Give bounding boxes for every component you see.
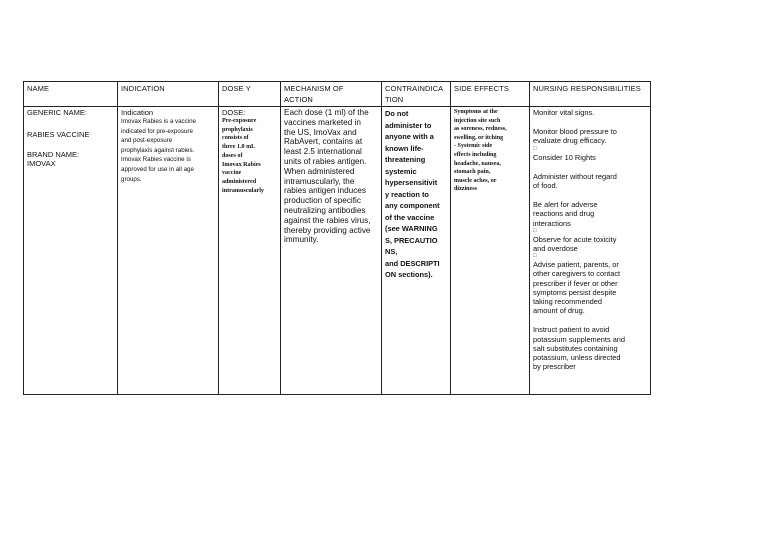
placeholder-box-icon: □ [533,253,537,260]
cell-nursing [530,107,651,395]
cell-name [24,107,118,395]
header-mechanism [281,82,382,107]
nursing-item: Instruct patient to avoid potassium supplements and salt substitutes containing potassium, unless directed by prescriber [533,325,626,372]
nursing-item: Advise patient, parents, or other caregivers to contact prescriber if fever or other symptoms persist despite taking recommended amount of drug. [533,260,621,316]
brand-name-label: BRAND NAME: [27,150,80,159]
nursing-item: Monitor vital signs. [533,108,595,117]
cell-side-effects [451,107,530,395]
nursing-item: Observe for acute toxicity and overdose [533,234,617,254]
nursing-item: Monitor blood pressure to evaluate drug efficacy. [533,127,617,146]
contraindication-text: Do not administer to anyone with a known life- threatening systemic hypersensitivit y reaction to any component of the vaccine (see WARNING S, PRECAUTIO NS, and DESCRIPTI ON sections). [385,109,440,279]
generic-name-value: RABIES VACCINE [27,130,90,139]
placeholder-box-icon: □ [533,145,537,152]
drug-study-table [23,81,651,395]
dose-heading: DOSE: [222,108,246,117]
nursing-item: Consider 10 Rights [533,152,596,162]
header-contraindication [382,82,451,107]
brand-name-value: IMOVAX [27,159,56,168]
header-side-effects: SIDE EFFECTS [451,82,530,107]
indication-text: Imovax Rabies is a vaccine indicated for pre-exposure and post-exposure prophylaxis against rabies. Imovax Rabies vaccine is approved for use in all age groups. [121,118,196,183]
header-dose: DOSE Y [219,82,281,107]
cell-mechanism [281,107,382,395]
side-effects-text: Symptoms at the injection site such as soreness, redness, swelling, or itching - Systemic side effects including headache, nausea, stomach pain, muscle aches, or dizziness [454,109,507,193]
cell-dose [219,107,281,395]
header-contraindication-text: CONTRAINDICA TION [385,84,444,104]
nursing-item: Administer without regard of food. [533,171,617,191]
table-row [24,107,651,395]
header-name: NAME [24,82,118,107]
header-nursing: NURSING RESPONSIBILITIES [530,82,651,107]
indication-heading: Indication [121,108,154,117]
placeholder-box-icon: □ [533,227,537,234]
mechanism-text: Each dose (1 ml) of the vaccines marketed in the US, ImoVax and RabAvert, contains at least 2.5 international units of rabies antigen. When administered intramuscularly, the rabies antigen induces production of specific neutralizing antibodies against the rabies virus, thereby providing active immunity. [284,108,371,245]
cell-indication [118,107,219,395]
generic-name-label: GENERIC NAME: [27,108,88,117]
nursing-item: Be alert for adverse reactions and drug interactions [533,200,598,228]
header-mechanism-text: MECHANISM OF ACTION [284,84,344,104]
cell-contraindication [382,107,451,395]
header-indication: INDICATION [118,82,219,107]
dose-text: Pre-exposure prophylaxis consists of three 1.0 mL doses of Imovax Rabies vaccine administered intramuscularly [222,118,264,194]
header-row [24,82,651,107]
